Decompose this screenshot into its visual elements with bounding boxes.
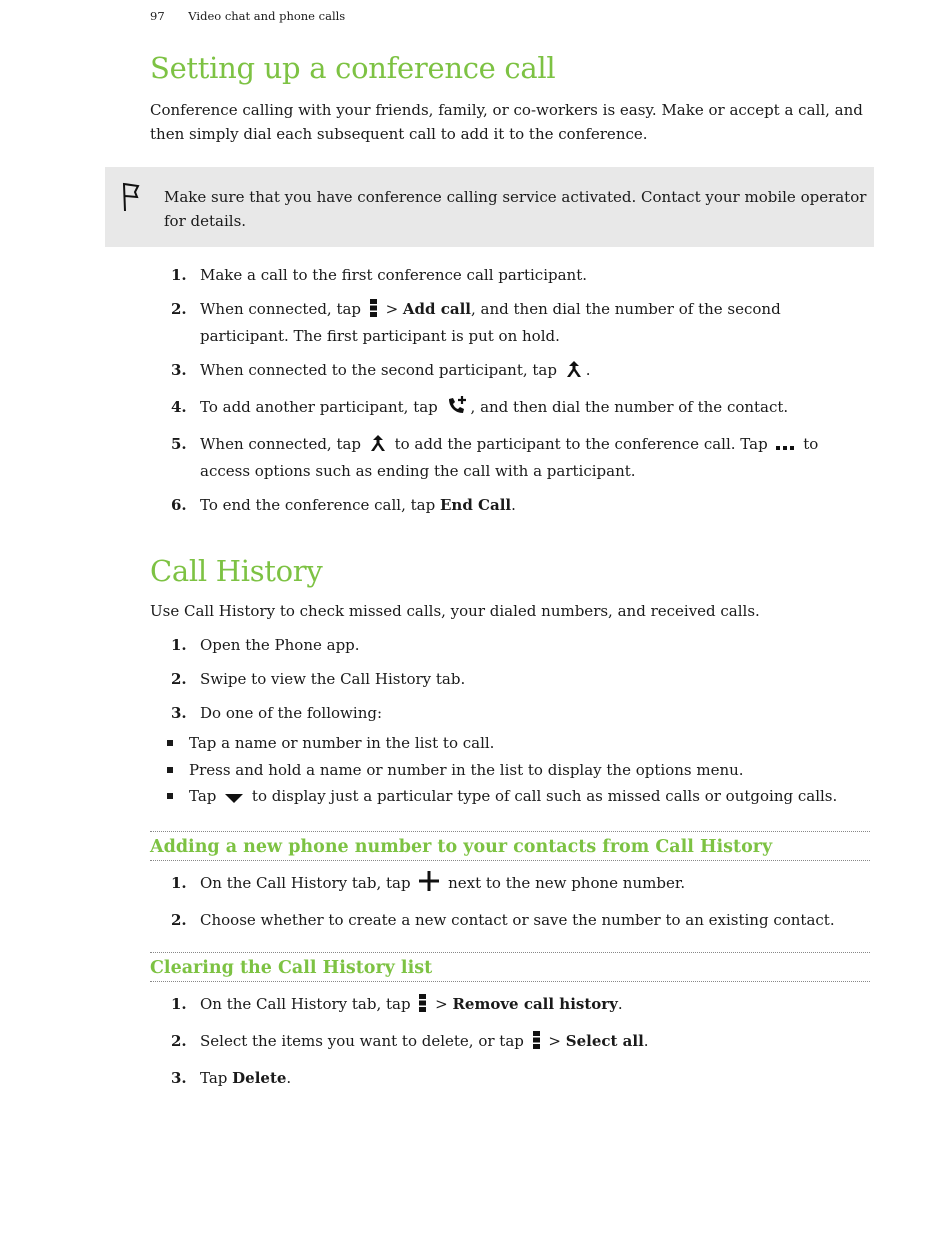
step-number: 2. bbox=[171, 1032, 187, 1050]
merge-icon bbox=[370, 434, 386, 459]
step-item bbox=[150, 908, 870, 932]
step-text: Open the Phone app. bbox=[200, 636, 360, 654]
step-item bbox=[150, 297, 870, 348]
step-number: 2. bbox=[171, 911, 187, 929]
step-text: When connected, tap bbox=[200, 435, 366, 453]
step-text: . bbox=[286, 1069, 292, 1087]
step-text: . bbox=[643, 1032, 649, 1050]
step-text: Select the items you want to delete, or tap bbox=[200, 1032, 529, 1050]
section-title-call-history: Call History bbox=[150, 554, 323, 588]
step-text: To add another participant, tap bbox=[200, 398, 443, 416]
step-text: to add the participant to the conference call. Tap bbox=[389, 435, 773, 453]
ui-label: Select all bbox=[565, 1032, 644, 1050]
step-text: . bbox=[585, 361, 591, 379]
add-call-icon bbox=[447, 395, 467, 422]
step-item bbox=[150, 358, 870, 385]
kebab-menu-icon bbox=[533, 1031, 540, 1056]
call-history-options bbox=[150, 731, 870, 811]
adding-steps bbox=[150, 871, 870, 932]
step-number: 2. bbox=[171, 300, 187, 318]
ui-label: Remove call history bbox=[452, 995, 618, 1013]
step-text: Make a call to the first conference call participant. bbox=[200, 266, 588, 284]
step-text: , and then dial the number of the contact. bbox=[470, 398, 789, 416]
step-text: Tap bbox=[200, 1069, 233, 1087]
kebab-menu-icon bbox=[419, 994, 426, 1019]
step-text: , and then dial the number of the second participant. The first participant is put on hold. bbox=[200, 300, 781, 345]
flag-icon bbox=[122, 181, 140, 213]
step-item bbox=[150, 633, 870, 657]
more-icon bbox=[776, 435, 794, 459]
step-text: Choose whether to create a new contact or save the number to an existing contact. bbox=[200, 911, 835, 929]
subsection-title-clearing: Clearing the Call History list bbox=[150, 952, 870, 982]
kebab-menu-icon bbox=[370, 299, 377, 324]
step-number: 2. bbox=[171, 670, 187, 688]
step-text: Tap a name or number in the list to call. bbox=[189, 734, 495, 752]
step-number: 5. bbox=[171, 435, 187, 453]
ui-label: Delete bbox=[232, 1069, 287, 1087]
step-text: When connected to the second participant, tap bbox=[200, 361, 562, 379]
step-text: Tap bbox=[189, 787, 222, 805]
note-box bbox=[105, 167, 874, 247]
ui-label: Add call bbox=[402, 300, 472, 318]
ui-label: End Call bbox=[439, 496, 512, 514]
subsection-title-adding: Adding a new phone number to your contacts from Call History bbox=[150, 831, 870, 861]
step-number: 1. bbox=[171, 636, 187, 654]
step-item bbox=[150, 263, 870, 287]
step-text: . bbox=[511, 496, 516, 514]
step-number: 1. bbox=[171, 266, 187, 284]
step-item bbox=[150, 395, 870, 422]
conference-intro: Conference calling with your friends, family, or co-workers is easy. Make or accept a call, and then simply dial each subsequent call to add it to the conference. bbox=[150, 101, 863, 143]
step-text: Press and hold a name or number in the list to display the options menu. bbox=[189, 760, 744, 779]
bullet-item bbox=[150, 731, 870, 755]
note-text: Make sure that you have conference calling service activated. Contact your mobile operator for details. bbox=[164, 188, 867, 230]
step-text: next to the new phone number. bbox=[443, 874, 686, 892]
conference-steps bbox=[150, 263, 870, 517]
step-item bbox=[150, 1066, 870, 1090]
merge-icon bbox=[566, 360, 582, 385]
clearing-steps bbox=[150, 992, 870, 1090]
step-number: 1. bbox=[171, 995, 187, 1013]
step-number: 3. bbox=[171, 361, 187, 379]
step-number: 4. bbox=[171, 398, 187, 416]
step-number: 6. bbox=[171, 496, 187, 514]
step-item bbox=[150, 1029, 870, 1056]
call-history-intro: Use Call History to check missed calls, your dialed numbers, and received calls. bbox=[150, 602, 760, 620]
step-item bbox=[150, 701, 870, 725]
step-item bbox=[150, 871, 870, 898]
step-text: Swipe to view the Call History tab. bbox=[200, 670, 466, 688]
bullet-item bbox=[150, 784, 870, 811]
call-history-steps bbox=[150, 633, 870, 725]
step-text: > bbox=[543, 1032, 566, 1050]
step-text: To end the conference call, tap bbox=[200, 496, 440, 514]
section-title-conference: Setting up a conference call bbox=[150, 51, 556, 85]
step-text: When connected, tap bbox=[200, 300, 366, 318]
page-header bbox=[150, 9, 365, 23]
step-item bbox=[150, 493, 870, 517]
step-item bbox=[150, 992, 870, 1019]
bullet-item bbox=[150, 758, 870, 782]
step-text: On the Call History tab, tap bbox=[200, 995, 416, 1013]
step-number: 3. bbox=[171, 704, 187, 722]
step-item bbox=[150, 667, 870, 691]
dropdown-triangle-icon bbox=[225, 787, 243, 811]
step-item bbox=[150, 432, 870, 483]
chapter-title: Video chat and phone calls bbox=[188, 9, 346, 23]
step-text: to display just a particular type of call such as missed calls or outgoing calls. bbox=[247, 787, 838, 805]
step-text: . bbox=[617, 995, 623, 1013]
step-text: > bbox=[430, 995, 453, 1013]
step-text: to access options such as ending the call with a participant. bbox=[200, 435, 819, 480]
step-number: 1. bbox=[171, 874, 187, 892]
step-text: On the Call History tab, tap bbox=[200, 874, 416, 892]
step-number: 3. bbox=[171, 1069, 187, 1087]
plus-icon bbox=[419, 871, 439, 898]
step-text: > bbox=[380, 300, 403, 318]
page-number: 97 bbox=[150, 9, 165, 23]
step-text: Do one of the following: bbox=[200, 704, 383, 722]
